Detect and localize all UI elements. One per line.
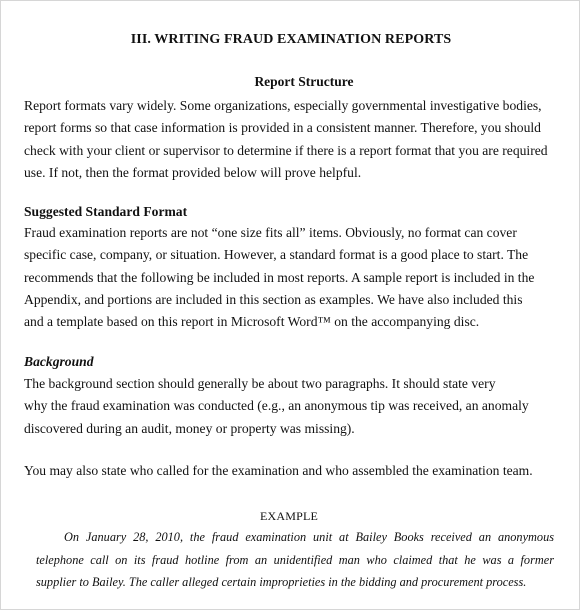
background-extra-paragraph <box>24 460 533 482</box>
paragraph-line: use. If not, then the format provided below will prove helpful. <box>24 164 362 180</box>
paragraph-line: recommends that the following be included in most reports. A sample report is included in the <box>24 269 535 285</box>
paragraph-line: The background section should generally be about two paragraphs. It should state very <box>24 376 496 391</box>
paragraph-line: specific case, company, or situation. However, a standard format is a good place to start. The <box>24 247 529 263</box>
paragraph-line: discovered during an audit, money or property was missing). <box>24 420 355 436</box>
example-line: telephone call on its fraud hotline from an unidentified man who claimed that he was a former <box>36 552 554 567</box>
page-title: III. WRITING FRAUD EXAMINATION REPORTS <box>130 32 452 47</box>
suggested-format-paragraph <box>24 222 534 333</box>
report-structure-paragraph <box>24 95 548 184</box>
suggested-format-heading: Suggested Standard Format <box>24 204 188 219</box>
paragraph-line: why the fraud examination was conducted (e.g., an anonymous tip was received, an anomaly <box>24 398 529 414</box>
background-paragraph <box>24 373 529 440</box>
example-line: supplier to Bailey. The caller alleged certain improprieties in the bidding and procurement process. <box>36 575 527 589</box>
paragraph-line: check with your client or supervisor to determine if there is a report format that you are required <box>24 142 548 158</box>
example-line: On January 28, 2010, the fraud examination unit at Bailey Books received an anonymous <box>64 530 554 544</box>
paragraph-line: Fraud examination reports are not “one size fits all” items. Obviously, no format can cover <box>24 225 517 240</box>
example-block <box>24 526 554 594</box>
paragraph-line: Report formats vary widely. Some organizations, especially governmental investigative bodies, <box>24 98 542 113</box>
paragraph-line: Appendix, and portions are included in this section as examples. We have also included this <box>24 291 523 307</box>
paragraph-line: and a template based on this report in Microsoft Word™ on the accompanying disc. <box>24 314 480 330</box>
background-heading: Background <box>24 354 94 369</box>
example-label: EXAMPLE <box>259 509 319 523</box>
report-structure-heading: Report Structure <box>254 74 354 89</box>
paragraph-line: report forms so that case information is provided in a consistent manner. Therefore, you should <box>24 120 541 136</box>
paragraph-line: You may also state who called for the examination and who assembled the examination team. <box>24 463 533 478</box>
